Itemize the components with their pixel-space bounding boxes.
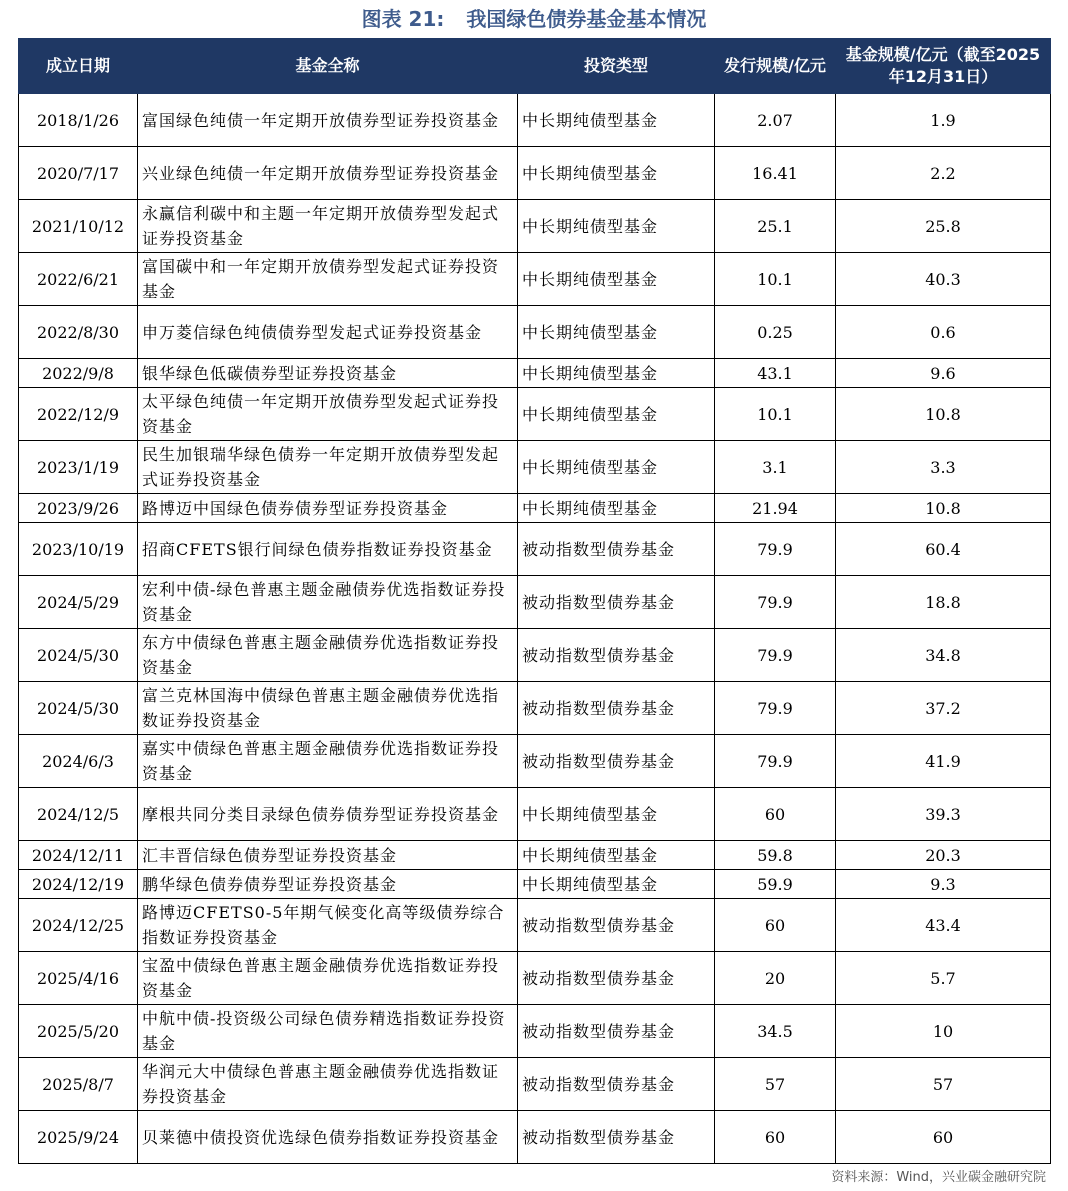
cell-fund-name: 宏利中债-绿色普惠主题金融债券优选指数证券投资基金: [138, 576, 518, 629]
cell-issue-size: 79.9: [715, 576, 836, 629]
cell-fund-size: 60.4: [836, 523, 1051, 576]
cell-date: 2023/9/26: [19, 494, 138, 523]
source-note: 资料来源：Wind，兴业碳金融研究院: [831, 1170, 1046, 1185]
cell-date: 2022/8/30: [19, 306, 138, 359]
cell-invest-type: 被动指数型债券基金: [518, 1058, 715, 1111]
cell-date: 2024/12/11: [19, 841, 138, 870]
table-row: [19, 441, 1051, 494]
cell-date: 2024/12/5: [19, 788, 138, 841]
cell-fund-size: 60: [836, 1111, 1051, 1164]
table-row: [19, 1111, 1051, 1164]
table-row: [19, 576, 1051, 629]
cell-invest-type: 中长期纯债型基金: [518, 253, 715, 306]
cell-issue-size: 16.41: [715, 147, 836, 200]
cell-invest-type: 中长期纯债型基金: [518, 200, 715, 253]
cell-fund-size: 20.3: [836, 841, 1051, 870]
cell-invest-type: 被动指数型债券基金: [518, 952, 715, 1005]
cell-invest-type: 被动指数型债券基金: [518, 735, 715, 788]
cell-date: 2025/5/20: [19, 1005, 138, 1058]
table-row: [19, 899, 1051, 952]
cell-issue-size: 2.07: [715, 94, 836, 147]
cell-invest-type: 中长期纯债型基金: [518, 841, 715, 870]
cell-issue-size: 57: [715, 1058, 836, 1111]
cell-fund-name: 鹏华绿色债券债券型证券投资基金: [138, 870, 518, 899]
cell-date: 2023/1/19: [19, 441, 138, 494]
cell-fund-name: 中航中债-投资级公司绿色债券精选指数证券投资基金: [138, 1005, 518, 1058]
cell-issue-size: 79.9: [715, 523, 836, 576]
cell-fund-name: 东方中债绿色普惠主题金融债券优选指数证券投资基金: [138, 629, 518, 682]
cell-invest-type: 中长期纯债型基金: [518, 94, 715, 147]
cell-issue-size: 79.9: [715, 682, 836, 735]
table-row: [19, 306, 1051, 359]
cell-fund-size: 43.4: [836, 899, 1051, 952]
table-row: [19, 494, 1051, 523]
figure-label: 图表 21:: [361, 7, 445, 31]
table-row: [19, 253, 1051, 306]
cell-fund-name: 太平绿色纯债一年定期开放债券型发起式证券投资基金: [138, 388, 518, 441]
figure-title-text: 我国绿色债券基金基本情况: [466, 7, 707, 31]
cell-issue-size: 43.1: [715, 359, 836, 388]
table-row: [19, 735, 1051, 788]
cell-invest-type: 中长期纯债型基金: [518, 788, 715, 841]
header-date: 成立日期: [19, 39, 138, 94]
fund-table: [18, 38, 1051, 1164]
cell-invest-type: 被动指数型债券基金: [518, 629, 715, 682]
cell-date: 2024/12/25: [19, 899, 138, 952]
cell-invest-type: 中长期纯债型基金: [518, 494, 715, 523]
cell-fund-name: 宝盈中债绿色普惠主题金融债券优选指数证券投资基金: [138, 952, 518, 1005]
cell-issue-size: 25.1: [715, 200, 836, 253]
table-row: [19, 788, 1051, 841]
header-row: [19, 39, 1051, 94]
table-body: [19, 94, 1051, 1164]
cell-invest-type: 中长期纯债型基金: [518, 441, 715, 494]
table-row: [19, 94, 1051, 147]
cell-issue-size: 21.94: [715, 494, 836, 523]
cell-fund-name: 兴业绿色纯债一年定期开放债券型证券投资基金: [138, 147, 518, 200]
table-row: [19, 870, 1051, 899]
table-row: [19, 629, 1051, 682]
header-invest-type: 投资类型: [518, 39, 715, 94]
cell-date: 2025/8/7: [19, 1058, 138, 1111]
cell-fund-name: 富兰克林国海中债绿色普惠主题金融债券优选指数证券投资基金: [138, 682, 518, 735]
header-fund-size: 基金规模/亿元（截至2025年12月31日）: [836, 39, 1051, 94]
cell-issue-size: 0.25: [715, 306, 836, 359]
cell-fund-name: 富国绿色纯债一年定期开放债券型证券投资基金: [138, 94, 518, 147]
cell-issue-size: 79.9: [715, 735, 836, 788]
cell-invest-type: 中长期纯债型基金: [518, 147, 715, 200]
cell-fund-size: 0.6: [836, 306, 1051, 359]
table-row: [19, 388, 1051, 441]
cell-fund-size: 2.2: [836, 147, 1051, 200]
cell-fund-size: 3.3: [836, 441, 1051, 494]
cell-fund-size: 10: [836, 1005, 1051, 1058]
cell-date: 2018/1/26: [19, 94, 138, 147]
cell-date: 2024/12/19: [19, 870, 138, 899]
cell-fund-name: 民生加银瑞华绿色债券一年定期开放债券型发起式证券投资基金: [138, 441, 518, 494]
cell-date: 2023/10/19: [19, 523, 138, 576]
cell-date: 2024/6/3: [19, 735, 138, 788]
cell-issue-size: 59.9: [715, 870, 836, 899]
cell-invest-type: 被动指数型债券基金: [518, 899, 715, 952]
cell-invest-type: 被动指数型债券基金: [518, 1111, 715, 1164]
cell-issue-size: 60: [715, 788, 836, 841]
cell-date: 2020/7/17: [19, 147, 138, 200]
cell-fund-name: 汇丰晋信绿色债券型证券投资基金: [138, 841, 518, 870]
cell-issue-size: 10.1: [715, 253, 836, 306]
cell-invest-type: 中长期纯债型基金: [518, 359, 715, 388]
cell-issue-size: 20: [715, 952, 836, 1005]
cell-invest-type: 被动指数型债券基金: [518, 576, 715, 629]
cell-issue-size: 60: [715, 899, 836, 952]
cell-fund-name: 永赢信利碳中和主题一年定期开放债券型发起式证券投资基金: [138, 200, 518, 253]
cell-date: 2024/5/29: [19, 576, 138, 629]
cell-invest-type: 被动指数型债券基金: [518, 523, 715, 576]
cell-fund-size: 10.8: [836, 494, 1051, 523]
cell-fund-size: 34.8: [836, 629, 1051, 682]
cell-fund-name: 申万菱信绿色纯债债券型发起式证券投资基金: [138, 306, 518, 359]
table-row: [19, 952, 1051, 1005]
cell-date: 2024/5/30: [19, 682, 138, 735]
cell-issue-size: 34.5: [715, 1005, 836, 1058]
table-row: [19, 1005, 1051, 1058]
table-row: [19, 841, 1051, 870]
cell-fund-name: 嘉实中债绿色普惠主题金融债券优选指数证券投资基金: [138, 735, 518, 788]
figure-title: [0, 6, 1068, 32]
cell-issue-size: 79.9: [715, 629, 836, 682]
table-row: [19, 359, 1051, 388]
cell-fund-size: 39.3: [836, 788, 1051, 841]
cell-fund-size: 9.3: [836, 870, 1051, 899]
table-row: [19, 147, 1051, 200]
cell-fund-size: 18.8: [836, 576, 1051, 629]
cell-issue-size: 59.8: [715, 841, 836, 870]
header-issue-size: 发行规模/亿元: [715, 39, 836, 94]
cell-fund-size: 37.2: [836, 682, 1051, 735]
cell-fund-name: 富国碳中和一年定期开放债券型发起式证券投资基金: [138, 253, 518, 306]
cell-issue-size: 3.1: [715, 441, 836, 494]
cell-fund-name: 招商CFETS银行间绿色债券指数证券投资基金: [138, 523, 518, 576]
cell-fund-name: 华润元大中债绿色普惠主题金融债券优选指数证券投资基金: [138, 1058, 518, 1111]
cell-fund-size: 9.6: [836, 359, 1051, 388]
header-fund-name: 基金全称: [138, 39, 518, 94]
cell-fund-size: 25.8: [836, 200, 1051, 253]
cell-date: 2022/9/8: [19, 359, 138, 388]
cell-invest-type: 中长期纯债型基金: [518, 306, 715, 359]
cell-invest-type: 中长期纯债型基金: [518, 388, 715, 441]
cell-fund-size: 40.3: [836, 253, 1051, 306]
cell-date: 2022/12/9: [19, 388, 138, 441]
cell-date: 2021/10/12: [19, 200, 138, 253]
cell-fund-name: 摩根共同分类目录绿色债券债券型证券投资基金: [138, 788, 518, 841]
cell-fund-name: 路博迈CFETS0-5年期气候变化高等级债券综合指数证券投资基金: [138, 899, 518, 952]
cell-date: 2024/5/30: [19, 629, 138, 682]
cell-date: 2025/4/16: [19, 952, 138, 1005]
table-row: [19, 1058, 1051, 1111]
table-row: [19, 200, 1051, 253]
cell-invest-type: 被动指数型债券基金: [518, 682, 715, 735]
cell-fund-size: 1.9: [836, 94, 1051, 147]
cell-issue-size: 10.1: [715, 388, 836, 441]
cell-invest-type: 中长期纯债型基金: [518, 870, 715, 899]
cell-fund-size: 41.9: [836, 735, 1051, 788]
cell-fund-name: 路博迈中国绿色债券债券型证券投资基金: [138, 494, 518, 523]
table-row: [19, 523, 1051, 576]
cell-fund-size: 57: [836, 1058, 1051, 1111]
cell-fund-size: 10.8: [836, 388, 1051, 441]
cell-invest-type: 被动指数型债券基金: [518, 1005, 715, 1058]
table-row: [19, 682, 1051, 735]
cell-fund-name: 银华绿色低碳债券型证券投资基金: [138, 359, 518, 388]
cell-issue-size: 60: [715, 1111, 836, 1164]
cell-date: 2022/6/21: [19, 253, 138, 306]
cell-fund-size: 5.7: [836, 952, 1051, 1005]
cell-fund-name: 贝莱德中债投资优选绿色债券指数证券投资基金: [138, 1111, 518, 1164]
cell-date: 2025/9/24: [19, 1111, 138, 1164]
